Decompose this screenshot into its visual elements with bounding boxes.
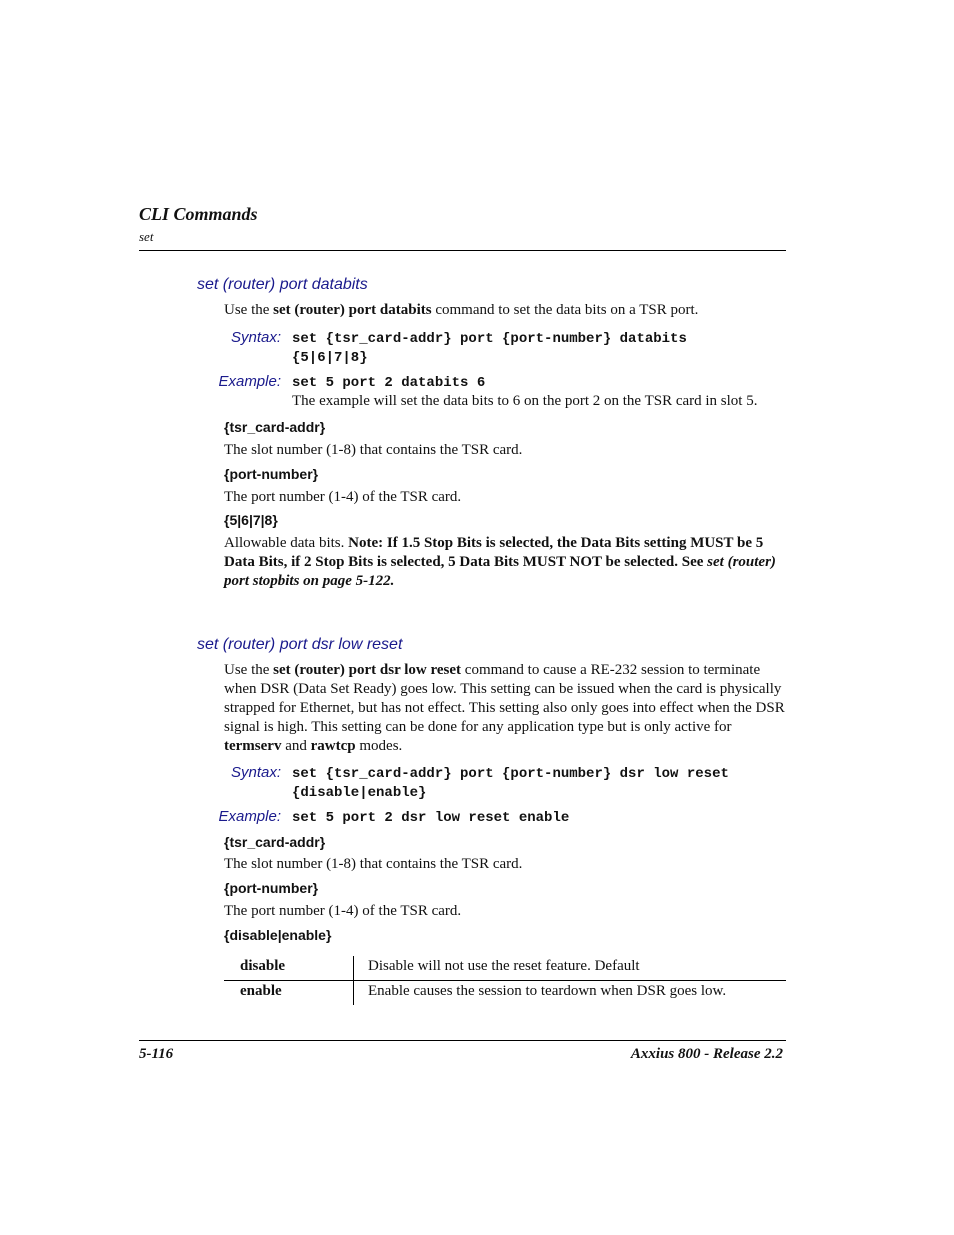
footer-rule: [139, 1040, 786, 1041]
param-name: {port-number}: [224, 880, 319, 896]
example-code: set 5 port 2 dsr low reset enable: [292, 810, 570, 826]
section-heading-dsr: set (router) port dsr low reset: [197, 636, 403, 653]
param-name: {tsr_card-addr}: [224, 419, 326, 435]
example-label: Example:: [218, 808, 281, 825]
example-description: The example will set the data bits to 6 on the port 2 on the TSR card in slot 5.: [292, 393, 758, 409]
param-description: The port number (1-4) of the TSR card.: [224, 489, 462, 505]
options-table: [224, 956, 786, 1005]
table-row: [224, 956, 786, 981]
running-subtitle: set: [139, 229, 154, 244]
param-description: The slot number (1-8) that contains the TSR card.: [224, 856, 523, 872]
syntax-label: Syntax:: [230, 329, 281, 346]
param-name: {5|6|7|8}: [224, 512, 278, 528]
param-description: The slot number (1-8) that contains the TSR card.: [224, 442, 523, 458]
param-name: {port-number}: [224, 466, 319, 482]
param-name: {disable|enable}: [224, 927, 332, 943]
section-intro-databits: Use the set (router) port databits command to set the data bits on a TSR port.: [224, 302, 699, 318]
syntax-label: Syntax:: [230, 764, 281, 781]
table-value: Disable will not use the reset feature. Default: [354, 956, 787, 981]
section-heading-databits: set (router) port databits: [197, 276, 368, 293]
header-rule: [139, 250, 786, 251]
release-label: Axxius 800 - Release 2.2: [630, 1046, 783, 1062]
table-value: Enable causes the session to teardown when DSR goes low.: [368, 983, 727, 999]
syntax-code: set {tsr_card-addr} port {port-number} databits {5|6|7|8}: [292, 331, 687, 366]
table-key: disable: [224, 956, 354, 981]
page-number: 5-116: [139, 1046, 174, 1062]
table-row: [224, 981, 786, 1006]
section-intro-dsr: Use the set (router) port dsr low reset command to cause a RE-232 session to terminate when DSR (Data Set Ready) goes low. This setting can be issued when the card is physically strapped for Ethernet, but has not effect. This setting also only goes into effect when the DSR signal is high. This setting can be done for any application type but is only active for termserv and rawtcp modes.: [224, 662, 785, 754]
chapter-title: CLI Commands: [139, 204, 258, 224]
example-code: set 5 port 2 databits 6: [292, 375, 486, 391]
table-key: enable: [224, 981, 354, 1006]
param-name: {tsr_card-addr}: [224, 834, 326, 850]
param-description: The port number (1-4) of the TSR card.: [224, 903, 462, 919]
syntax-code: set {tsr_card-addr} port {port-number} dsr low reset {disable|enable}: [292, 766, 729, 801]
example-label: Example:: [218, 373, 281, 390]
param-description-note: Allowable data bits. Note: If 1.5 Stop Bits is selected, the Data Bits setting MUST be 5 Data Bits, if 2 Stop Bits is selected, 5 Data Bits MUST NOT be selected. See set (router) port stopbits on page 5-122.: [224, 535, 776, 589]
